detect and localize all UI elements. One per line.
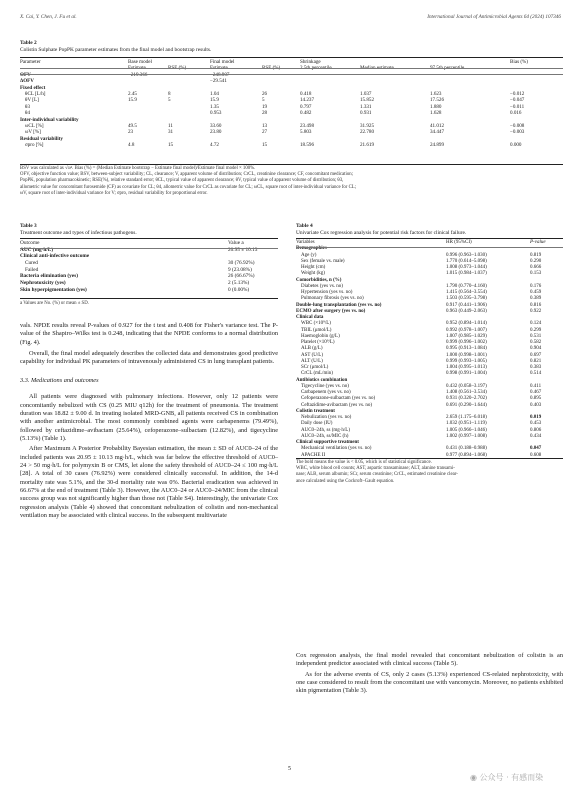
table4-row-label: Age (y) (301, 252, 317, 258)
table2-cell: 17.526 (430, 97, 445, 104)
table4-pvalue-cell: 0.821 (530, 358, 542, 364)
table2-cell: 0.482 (300, 110, 312, 117)
table4-row-label: Hypertension (yes vs. no) (301, 290, 353, 295)
table4-hr-cell: 0.431 (0.188–0.988) (446, 446, 487, 452)
table3-cell: 26 (66.67%) (228, 273, 255, 280)
paragraph: As for the adverse events of CS, only 2 cases (5.13%) experienced CS-related nephrotoxicity, with one case considered to result from the concomitant use with vancomycin. Moreover, no patients exhibited skin pigmentation (Table 3). (296, 670, 563, 695)
table4-row-label: WBC (×10⁹/L) (301, 321, 331, 327)
table4-row-label: AUC0–24h, ss/MIC (h) (301, 433, 349, 439)
table3-row-label: Bacteria elimination (yes) (20, 273, 78, 280)
table2-cell: −29.541 (210, 78, 227, 85)
table4-hr-cell: 0.992 (0.978–1.007) (446, 327, 487, 333)
table4-row-label: Clinical supportive treatment (296, 440, 359, 445)
table4-pvalue-cell: 0.019 (530, 415, 542, 420)
table2-cell: 14.237 (300, 97, 315, 104)
table4-header-hr: HR (95%CI) (446, 240, 472, 245)
table4-hr-cell: 0.917 (0.441–1.906) (446, 302, 487, 308)
table3-label: Table 3 (20, 223, 37, 229)
table3-row-label: Skin hyperpigmentation (yes) (20, 286, 87, 293)
table4-hr-cell: 1.004 (0.995–1.013) (446, 365, 487, 370)
table2-cell: 49.5 (128, 122, 137, 129)
table2-subheader: RSE (%) (262, 65, 281, 72)
table2-cell: 15.852 (360, 97, 375, 104)
table2-cell: 0.931 (360, 110, 372, 117)
table4-pvalue-cell: 0.383 (530, 365, 542, 370)
table4-pvalue-cell: 0.816 (530, 302, 542, 308)
table4-hr-cell: 1.790 (0.770–4.160) (446, 283, 487, 289)
table2-cell: −0.008 (510, 122, 525, 129)
table4-pvalue-cell: 0.608 (530, 452, 542, 458)
table4-row-label: Comorbidities, n (%) (296, 277, 342, 283)
table3-row-label: Cured (25, 260, 38, 267)
table4-hr-cell: 1.415 (0.564–3.554) (446, 290, 487, 295)
table2-header-parameter: Parameter (20, 59, 41, 65)
table4-row-label: ALB (g/L) (301, 346, 323, 352)
table2-row-label: Residual variability (20, 135, 63, 142)
table2-row-label: OFV (20, 71, 31, 78)
table4-row-label: TBIL (μmol/L) (301, 327, 332, 333)
table2-cell: 13 (262, 122, 268, 129)
table2-row-label: σpro [%] (25, 142, 44, 149)
table3-cell: 20.95 ± 10.13 (228, 246, 258, 253)
table4-note-line: WBC, white blood cell counts; AST, aspartic transaminase; ALT, alanine transami- (296, 466, 455, 472)
table4-hr-cell: 0.432 (0.058–3.197) (446, 383, 487, 389)
table4-note-line: The bold means the value is < 0.05, which is of statistical significance. (296, 460, 432, 465)
table2-header-bias: Bias (%) (510, 59, 528, 65)
table2-cell: 0.953 (210, 110, 222, 117)
table3-header-outcome: Outcome (20, 240, 40, 246)
table2-note-line: BSV was calculated as √ω². Bias (%) = (Median Estimate bootstrap − Estimate final model)/Estimate final model × 100%. (20, 166, 256, 171)
table3-row-label: Nephrotoxicity (yes) (20, 280, 66, 287)
table4-pvalue-cell: 0.124 (530, 321, 542, 327)
table2-cell: 31 (168, 129, 174, 136)
table4-row-label: AUC0–24h, ss (mg·h/L) (301, 427, 351, 433)
table4-pvalue-cell: 0.922 (530, 308, 542, 314)
table2-cell: 15 (168, 142, 174, 149)
table2-cell: 5 (262, 97, 265, 104)
table2-cell: 8 (168, 90, 171, 97)
table2-subheader: 97.5th percentile (430, 65, 465, 72)
table3-caption: Treatment outcome and types of infectious pathogens. (20, 230, 137, 236)
table4-hr-cell: 0.977 (0.894–1.068) (446, 452, 487, 458)
table2-cell: 1.037 (360, 90, 372, 97)
paragraph: Cox regression analysis, the final model revealed that concomitant nebulization of colistin is an independent predictor associated with clinical success (Table 5). (296, 652, 563, 668)
table2-cell: 23.498 (300, 122, 315, 129)
table2-row-label: θV [L] (25, 97, 39, 104)
right-column-text (296, 652, 563, 696)
table2-cell: 26 (262, 90, 268, 97)
table4-row-label: Tigecycline (yes vs. no) (301, 383, 349, 389)
table4-row-label: Colistin treatment (296, 408, 335, 414)
table4-hr-cell: 0.999 (0.996–1.002) (446, 340, 487, 345)
table2-row-label: θ3 (25, 103, 30, 110)
table4-hr-cell: 0.998 (0.991–1.004) (446, 371, 487, 377)
table-row (20, 260, 278, 267)
table4-hr-cell: 0.995 (0.913–1.084) (446, 346, 487, 352)
table3-row-label: Clinical anti-infective outcome (20, 253, 90, 260)
table4-row-label: ECMO after surgery (yes vs. no) (296, 308, 366, 314)
table4-pvalue-cell: 0.895 (530, 396, 542, 402)
table2-subheader: Median estimate (360, 65, 394, 72)
table4-row-label: APACHE II (301, 452, 326, 458)
table2-header-shrinkage: Shrinkage (300, 59, 321, 65)
table2-cell: −0.047 (510, 97, 525, 104)
table2-note-line: OFV, objective function value; BSV, between-subject variability; CL, clearance; V, apparent volume of distribution; CrCL, creatinine clearance; CF, concomitant medication; (20, 172, 353, 178)
table2-subheader: Estimate (210, 65, 228, 72)
table2-cell: 33.60 (210, 122, 222, 129)
table4-row-label: Demographics (296, 246, 327, 252)
paragraph: All patients were diagnosed with pulmonary infections. However, only 12 patients were concomitantly nebulized with CS (0.25 MIU q12h) for the treatment of pneumonia. The treatment duration was 18.82 ± 9.00 d. In treating isolated MRD-GNB, all patients received CS in combination with another antimicrobial. The most commonly combined agents were carbapenems (79.49%), followed by ceftazidime–avibactam (25.64%), cefoperazone–sulbactam (12.82%), and tigecycline (5.13%) (Table 1). (20, 393, 278, 442)
table2-cell: 2.45 (128, 90, 137, 97)
table2-cell: 15 (262, 142, 268, 149)
table2-row-label: ΔOFV (20, 78, 34, 85)
table4-pvalue-cell: 0.459 (530, 290, 542, 295)
table2-cell: 1.331 (360, 103, 372, 110)
table4-note-line: ance calculated using the Cockroft–Gault equation. (296, 478, 395, 484)
table4-pvalue-cell: 0.904 (530, 346, 542, 352)
table4-hr-cell: 2.659 (1.175–6.018) (446, 415, 487, 420)
page-number: 5 (288, 766, 291, 772)
running-header-journal: International Journal of Antimicrobial Agents 64 (2024) 107346 (427, 14, 561, 20)
table3-header-value: Value a (228, 240, 244, 246)
table2-header-base: Base model (128, 59, 152, 65)
table4-pvalue-cell: 0.819 (530, 252, 542, 258)
table4-hr-cell: 1.007 (0.985–1.029) (446, 333, 487, 339)
table2-cell: 24.899 (430, 142, 445, 149)
table4-row-label: Nebulization (yes vs. no) (301, 415, 352, 420)
table4-row-label: SCr (μmol/L) (301, 365, 329, 370)
table4-hr-cell: 1.408 (0.561–3.534) (446, 390, 487, 395)
table2-cell: 28 (262, 110, 268, 117)
table4-row-label: Haemoglobin (g/L) (301, 333, 340, 339)
table2-cell: 15.9 (128, 97, 137, 104)
table2-cell: 34.447 (430, 129, 445, 136)
table2-cell: 0.000 (510, 142, 522, 149)
table4-pvalue-cell: 0.582 (530, 340, 542, 345)
table-row (20, 287, 278, 294)
table2-cell: 1.880 (430, 103, 442, 110)
table3-cell: 9 (23.08%) (228, 266, 252, 273)
table4-row-label: AST (U/L) (301, 352, 323, 358)
table4-pvalue-cell: 0.531 (530, 333, 542, 339)
table4-pvalue-cell: 0.697 (530, 352, 542, 358)
table2-cell: −248.907 (210, 71, 230, 78)
table2-cell: 5.803 (300, 129, 312, 136)
table2-row-label: Inter-individual variability (20, 116, 79, 123)
table4-hr-cell: 0.999 (0.993–1.005) (446, 358, 487, 364)
table4-pvalue-cell: 0.389 (530, 296, 542, 302)
wechat-icon: ◉ (470, 773, 477, 782)
table4-pvalue-cell: 0.806 (530, 427, 542, 433)
table2-subheader: Estimate (128, 65, 146, 72)
table2-cell: −0.011 (510, 103, 525, 110)
table2-row-label: θ4 (25, 110, 30, 117)
table2-note-line: ωV, square root of inter-individual variance for V; σpro, residual variability for proportional error. (20, 190, 208, 196)
table4-hr-cell: 1.008 (0.973–1.044) (446, 265, 487, 270)
table4-row-label: Cefoperazone-sulbactam (yes vs. no) (301, 396, 376, 402)
table4-row-label: Height (cm) (301, 265, 326, 270)
table4 (296, 240, 563, 459)
table4-row-label: Weight (kg) (301, 271, 325, 277)
table2-cell: 4.8 (128, 142, 135, 149)
table3-note: a Values are No. (%) or mean ± SD. (20, 301, 89, 306)
paragraph: Overall, the final model adequately describes the collected data and demonstrates good predictive capability for individual PK parameters of intravenously administered CS in lung transplant patients. (20, 350, 278, 366)
table4-row-label: Double-lung transplantation (yes vs. no) (296, 302, 382, 308)
table4-row-label: Daily dose (IU) (301, 421, 333, 427)
table4-pvalue-cell: 0.047 (530, 446, 542, 452)
table4-pvalue-cell: 0.411 (530, 383, 542, 389)
table2-notes (20, 166, 563, 197)
table2-subheader: 2.5th percentile (300, 65, 332, 72)
table2-subheader: RSE (%) (168, 65, 187, 72)
table2-cell: 5 (168, 97, 171, 104)
table-row (20, 142, 563, 148)
table4-note-line: nase; ALB, serum albumin; SCr, serum creatinine; CrCL, estimated creatinine clear- (296, 472, 458, 478)
table4-hr-cell: 1.000 (0.998–1.001) (446, 352, 487, 358)
table4-hr-cell: 0.952 (0.894–1.014) (446, 321, 487, 327)
table2-cell: 41.012 (430, 122, 445, 129)
table4-hr-cell: 0.963 (0.449–2.063) (446, 308, 487, 314)
table2-cell: 0.418 (300, 90, 312, 97)
table4-hr-cell: 1.002 (0.997–1.008) (446, 433, 487, 439)
table2-cell: 11 (168, 122, 173, 129)
table4-pvalue-cell: 0.666 (530, 265, 542, 270)
table2-cell: −219.366 (128, 71, 148, 78)
table4-pvalue-cell: 0.403 (530, 402, 542, 408)
table2-cell: 27 (262, 129, 268, 136)
table2-caption: Colistin Sulphate PopPK parameter estimates from the final model and bootstrap results. (20, 47, 212, 53)
watermark-text: 公众号 · 有感而染 (479, 773, 544, 782)
table2-cell: −0.012 (510, 90, 525, 97)
table2-row-label: ωCL [%] (25, 122, 44, 129)
table2-note-line: PopPK, population pharmacokinetic; RSE(%), relative standard error; θCL, typical value of apparent clearance; θV, typical value of apparent volume of distribution; θ3, (20, 178, 344, 184)
table4-row-label: Sex (female vs. male) (301, 258, 345, 264)
table4-header-pvalue: P-value (530, 240, 546, 245)
table4-hr-cell: 0.691 (0.290–1.644) (446, 402, 487, 408)
table2-cell: 0.797 (300, 103, 312, 110)
table4-hr-cell: 1.015 (0.984–1.037) (446, 271, 487, 277)
table-row (20, 280, 278, 287)
table2-row-label: ωV [%] (25, 129, 41, 136)
table4-hr-cell: 1.770 (0.614–5.098) (446, 258, 487, 264)
table4-hr-cell: 0.996 (0.963–1.030) (446, 252, 487, 258)
table2-cell: 0.016 (510, 110, 522, 117)
table4-row-label: Mechanical ventilation (yes vs. no) (301, 446, 372, 452)
table2-cell: 19 (262, 103, 268, 110)
table3-cell: 2 (5.13%) (228, 280, 250, 287)
table4-hr-cell: 0.931 (0.320–2.702) (446, 396, 487, 402)
table4-pvalue-cell: 0.299 (530, 327, 542, 333)
table2 (20, 59, 563, 148)
table4-pvalue-cell: 0.453 (530, 421, 542, 427)
table2-cell: 1.628 (430, 110, 442, 117)
paragraph: vals. NPDE results reveal P-values of 0.927 for the t test and 0.408 for Fisher's variance test. The P-value of the Shapiro–Wilks test is 0.248, indicating that the NPDE conforms to a normal distribution (Fig. 4). (20, 322, 278, 346)
table3-row-label: Failed (25, 266, 39, 273)
table2-cell: 22.780 (360, 129, 375, 136)
table2-cell: 4.72 (210, 142, 219, 149)
paragraph: After Maximum A Posterior Probability Bayesian estimation, the mean ± SD of AUC0–24 of the included patients was 20.95 ± 10.13 mg·h/L, which was far below the effective threshold of AUC0–24 > 50 mg·h/L for polymyxin B or CMS, let alone the safety threshold of AUC0–24 ≤ 100 mg·h/L [28]. A total of 30 cases (76.92%) were considered clinically successful. In addition, the 14-d mortality rate was 5.1%, and the 30-d mortality rate was 0%. Bacterial eradication was achieved in 66.67% at the end of treatment (Table 3). However, the AUC0–24 or AUC0–24/MIC from the clinical success group was not significantly higher than those not (Table S4). Interestingly, the univariate Cox regression analysis (Table 4) showed that concomitant nebulization of colistin and non-mechanical ventilation may be associated with clinical success. In the subsequent multivariate (20, 445, 278, 520)
table2-cell: 23.80 (210, 129, 222, 136)
table4-row-label: Pulmonary fibrosis (yes vs. no) (301, 296, 364, 302)
table2-cell: −0.003 (510, 129, 525, 136)
table4-row-label: Diabetes (yes vs. no) (301, 283, 343, 289)
table2-note-line: allometric value for concomitant furosemide (CF) as covariate for CL; θ4, allometric value for CrCL as covariate for CL; ωCL, square root of inter-individual variance for CL; (20, 184, 357, 190)
table4-hr-cell: 1.032 (0.951–1.119) (446, 421, 487, 427)
table2-row-label: θCL [L/h] (25, 90, 46, 97)
table3-cell: 30 (76.92%) (228, 260, 255, 267)
table4-pvalue-cell: 0.176 (530, 283, 542, 289)
table4-row-label: ALT (U/L) (301, 358, 323, 364)
table2-cell: 23 (128, 129, 134, 136)
table4-pvalue-cell: 0.153 (530, 271, 542, 277)
table2-label: Table 2 (20, 40, 37, 46)
table2-cell: 21.619 (360, 142, 375, 149)
table4-notes (296, 460, 563, 485)
table4-label: Table 4 (296, 223, 313, 229)
table4-hr-cell: 1.503 (0.595–3.798) (446, 296, 487, 302)
table4-pvalue-cell: 0.514 (530, 371, 542, 377)
running-header-authors: X. Cai, Y. Chen, J. Fu et al. (20, 14, 77, 20)
table4-caption: Univariate Cox regression analysis for potential risk factors for clinical failure. (296, 230, 467, 236)
table4-row-label: CrCL (mL/min) (301, 371, 333, 377)
table4-row-label: Carbapenem (yes vs. no) (301, 390, 351, 395)
table4-hr-cell: 1.005 (0.966–1.046) (446, 427, 487, 433)
watermark (470, 773, 543, 783)
table4-row-label: Ceftazidime-avibactam (yes vs. no) (301, 402, 373, 408)
table4-row-label: Clinical data (296, 315, 324, 320)
table4-row-label: Platelet (×10⁹/L) (301, 340, 335, 345)
table3-row-label: AUC (mg·h/L) (20, 246, 54, 253)
table4-pvalue-cell: 0.290 (530, 258, 542, 264)
table2-cell: 1.04 (210, 90, 219, 97)
section-heading: 3.3. Medications and outcomes (20, 376, 99, 384)
table2-row-label: Fixed effect (20, 84, 46, 91)
left-column-text (20, 322, 278, 521)
table2-cell: 15.9 (210, 97, 219, 104)
table2-header-final: Final model (210, 59, 235, 65)
table4-row-label: Antibiotics combination (296, 377, 348, 383)
table4-pvalue-cell: 0.434 (530, 433, 542, 439)
table2-cell: 1.35 (210, 103, 219, 110)
table4-header-variables: Variables (296, 240, 315, 245)
table2-cell: 1.623 (430, 90, 442, 97)
table4-pvalue-cell: 0.467 (530, 390, 542, 395)
table2-cell: 18.596 (300, 142, 315, 149)
table2-cell: 31.925 (360, 122, 375, 129)
table3-cell: 0 (0.00%) (228, 286, 250, 293)
